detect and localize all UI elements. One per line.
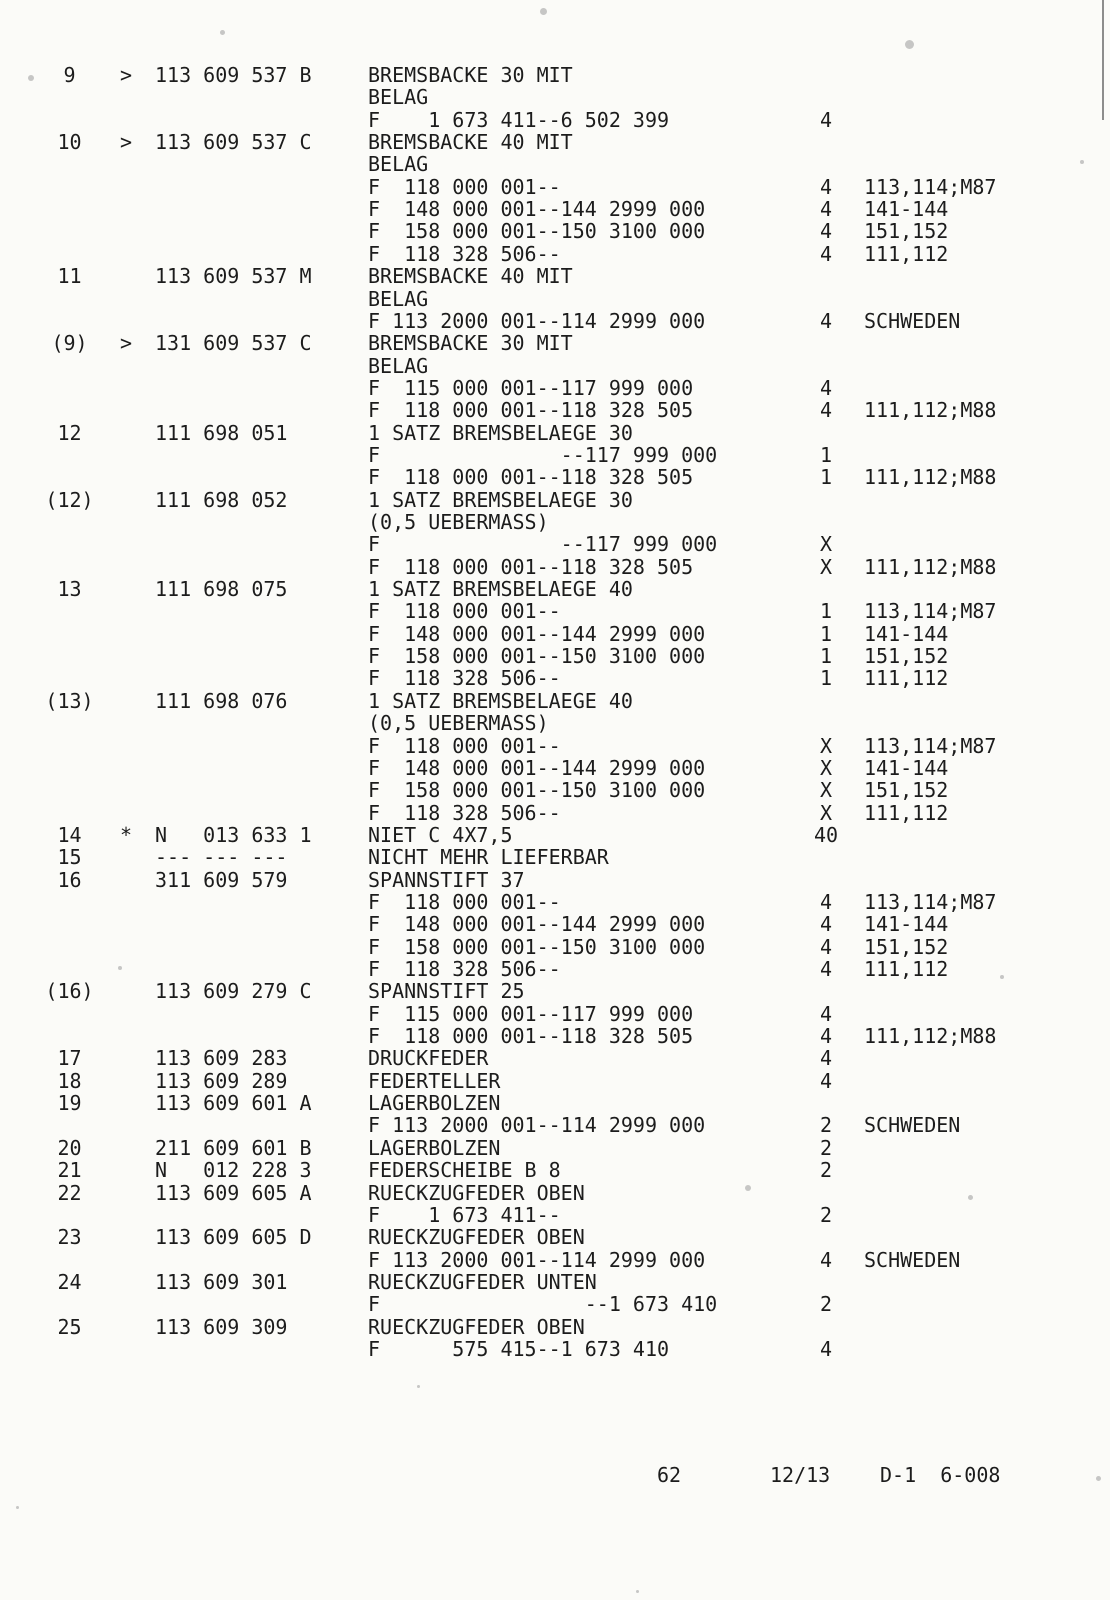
table-row xyxy=(0,310,1110,333)
description: F 118 000 001-- xyxy=(368,889,561,914)
quantity: 1 xyxy=(819,599,833,624)
page-number: 62 xyxy=(657,1463,682,1487)
table-row xyxy=(0,109,1110,132)
part-number: 113 609 537 M xyxy=(155,264,312,289)
description: NICHT MEHR LIEFERBAR xyxy=(368,845,609,870)
description: BREMSBACKE 40 MIT xyxy=(368,130,573,155)
description: (0,5 UEBERMASS) xyxy=(368,711,549,736)
table-row xyxy=(0,220,1110,243)
description: BELAG xyxy=(368,85,429,110)
description: F --117 999 000 xyxy=(368,442,718,467)
description: F 148 000 001--144 2999 000 xyxy=(368,621,706,646)
part-number: 311 609 579 xyxy=(155,867,288,892)
remark: 111,112 xyxy=(864,957,949,981)
description: F 118 000 001-- xyxy=(368,733,561,758)
item-number: (9) xyxy=(51,331,88,356)
description: F 113 2000 001--114 2999 000 xyxy=(368,1113,706,1138)
quantity: 1 xyxy=(819,465,833,490)
item-number: 21 xyxy=(57,1158,82,1183)
table-row xyxy=(0,556,1110,579)
description: SPANNSTIFT 25 xyxy=(368,979,525,1004)
description: 1 SATZ BREMSBELAEGE 40 xyxy=(368,688,633,713)
description: BREMSBACKE 30 MIT xyxy=(368,63,573,87)
table-row xyxy=(0,958,1110,981)
table-row xyxy=(0,824,1110,847)
remark: 113,114;M87 xyxy=(864,174,997,199)
quantity: 2 xyxy=(819,1113,833,1138)
table-row xyxy=(0,578,1110,601)
description: F 158 000 001--150 3100 000 xyxy=(368,219,706,244)
remark: 113,114;M87 xyxy=(864,889,997,914)
quantity: 4 xyxy=(819,934,833,959)
part-number: 113 609 537 B xyxy=(155,63,312,87)
part-number: --- --- --- xyxy=(155,845,288,870)
description: RUECKZUGFEDER OBEN xyxy=(368,1180,585,1205)
item-number: (13) xyxy=(45,688,94,713)
quantity: 4 xyxy=(819,1247,833,1272)
table-row xyxy=(0,332,1110,355)
description: F 118 000 001-- xyxy=(368,599,561,624)
description: F 148 000 001--144 2999 000 xyxy=(368,912,706,937)
table-row xyxy=(0,779,1110,802)
document-code: D-1 6-008 xyxy=(880,1463,1001,1487)
quantity: 40 xyxy=(813,822,839,847)
table-row xyxy=(0,913,1110,936)
scan-edge xyxy=(1102,0,1104,120)
table-row xyxy=(0,735,1110,758)
item-number: 19 xyxy=(57,1091,82,1116)
quantity: 1 xyxy=(819,666,833,691)
table-row xyxy=(0,891,1110,914)
item-number: 10 xyxy=(57,130,82,155)
scan-speck xyxy=(118,966,122,970)
part-number: 113 609 283 xyxy=(155,1046,288,1071)
item-number: 11 xyxy=(57,264,82,289)
table-row xyxy=(0,422,1110,445)
item-number: 18 xyxy=(57,1068,82,1093)
description: F 118 328 506-- xyxy=(368,666,561,691)
remark: 111,112;M88 xyxy=(864,554,997,579)
description: F 118 000 001--118 328 505 xyxy=(368,1024,694,1049)
description: BELAG xyxy=(368,152,429,177)
table-row xyxy=(0,444,1110,467)
remark: 151,152 xyxy=(864,778,949,803)
description: F 118 000 001--118 328 505 xyxy=(368,554,694,579)
description: BELAG xyxy=(368,353,429,378)
description: F 158 000 001--150 3100 000 xyxy=(368,778,706,803)
table-row xyxy=(0,131,1110,154)
description: F 148 000 001--144 2999 000 xyxy=(368,755,706,780)
description: BELAG xyxy=(368,286,429,311)
row-marker: * xyxy=(120,822,133,847)
item-number: 20 xyxy=(57,1135,82,1160)
item-number: 13 xyxy=(57,577,82,602)
item-number: 25 xyxy=(57,1314,82,1339)
quantity: 2 xyxy=(819,1135,833,1160)
description: RUECKZUGFEDER UNTEN xyxy=(368,1269,597,1294)
quantity: 4 xyxy=(819,174,833,199)
quantity: X xyxy=(819,755,833,780)
table-row xyxy=(0,288,1110,311)
remark: 111,112 xyxy=(864,666,949,691)
item-number: 12 xyxy=(57,420,82,445)
item-number: (12) xyxy=(45,487,94,512)
remark: 111,112 xyxy=(864,241,949,266)
table-row xyxy=(0,243,1110,266)
table-row xyxy=(0,377,1110,400)
description: F 115 000 001--117 999 000 xyxy=(368,375,694,400)
remark: 113,114;M87 xyxy=(864,733,997,758)
part-number: N 012 228 3 xyxy=(155,1158,312,1183)
quantity: 4 xyxy=(819,398,833,423)
description: SPANNSTIFT 37 xyxy=(368,867,525,892)
remark: 113,114;M87 xyxy=(864,599,997,624)
description: 1 SATZ BREMSBELAEGE 30 xyxy=(368,487,633,512)
quantity: 4 xyxy=(819,957,833,981)
scan-speck xyxy=(417,1385,420,1388)
table-row xyxy=(0,1025,1110,1048)
quantity: 4 xyxy=(819,219,833,244)
table-row xyxy=(0,980,1110,1003)
remark: 141-144 xyxy=(864,755,949,780)
part-number: 111 698 075 xyxy=(155,577,288,602)
description: F 158 000 001--150 3100 000 xyxy=(368,934,706,959)
remark: 111,112;M88 xyxy=(864,398,997,423)
quantity: 4 xyxy=(819,197,833,222)
table-row xyxy=(0,86,1110,109)
table-row xyxy=(0,1249,1110,1272)
table-row xyxy=(0,802,1110,825)
part-number: 113 609 301 xyxy=(155,1269,288,1294)
part-number: 111 698 051 xyxy=(155,420,288,445)
scan-speck xyxy=(220,30,225,35)
part-number: 111 698 052 xyxy=(155,487,288,512)
quantity: 2 xyxy=(819,1158,833,1183)
part-number: 113 609 537 C xyxy=(155,130,312,155)
table-row xyxy=(0,399,1110,422)
description: DRUCKFEDER xyxy=(368,1046,489,1071)
table-row xyxy=(0,265,1110,288)
item-number: 22 xyxy=(57,1180,82,1205)
quantity: 1 xyxy=(819,621,833,646)
description: LAGERBOLZEN xyxy=(368,1135,501,1160)
description: FEDERSCHEIBE B 8 xyxy=(368,1158,561,1183)
quantity: X xyxy=(819,532,833,557)
remark: 151,152 xyxy=(864,219,949,244)
table-row xyxy=(0,1293,1110,1316)
scan-speck xyxy=(636,1590,639,1593)
table-row xyxy=(0,623,1110,646)
remark: 111,112;M88 xyxy=(864,465,997,490)
table-row xyxy=(0,153,1110,176)
table-row xyxy=(0,1003,1110,1026)
table-row xyxy=(0,1047,1110,1070)
description: F 115 000 001--117 999 000 xyxy=(368,1001,694,1026)
remark: 141-144 xyxy=(864,621,949,646)
description: 1 SATZ BREMSBELAEGE 40 xyxy=(368,577,633,602)
table-row xyxy=(0,645,1110,668)
description: F 158 000 001--150 3100 000 xyxy=(368,644,706,669)
part-number: 113 609 309 xyxy=(155,1314,288,1339)
quantity: 4 xyxy=(819,107,833,132)
row-marker: > xyxy=(120,130,133,155)
description: RUECKZUGFEDER OBEN xyxy=(368,1314,585,1339)
table-row xyxy=(0,466,1110,489)
table-row xyxy=(0,1092,1110,1115)
quantity: 4 xyxy=(819,308,833,333)
table-row xyxy=(0,1271,1110,1294)
part-number: N 013 633 1 xyxy=(155,822,312,847)
item-number: 9 xyxy=(63,63,76,87)
description: F 1 673 411--6 502 399 xyxy=(368,107,670,132)
quantity: 4 xyxy=(819,912,833,937)
scan-speck xyxy=(1080,160,1084,164)
part-number: 113 609 289 xyxy=(155,1068,288,1093)
part-number: 113 609 605 D xyxy=(155,1225,312,1250)
table-row xyxy=(0,869,1110,892)
quantity: 4 xyxy=(819,1046,833,1071)
quantity: 4 xyxy=(819,1024,833,1049)
quantity: 4 xyxy=(819,241,833,266)
description: F 118 328 506-- xyxy=(368,957,561,981)
description: RUECKZUGFEDER OBEN xyxy=(368,1225,585,1250)
remark: 151,152 xyxy=(864,644,949,669)
description: FEDERTELLER xyxy=(368,1068,501,1093)
table-row xyxy=(0,600,1110,623)
quantity: 1 xyxy=(819,442,833,467)
part-number: 113 609 605 A xyxy=(155,1180,312,1205)
scan-speck xyxy=(1000,975,1004,979)
quantity: 4 xyxy=(819,1068,833,1093)
quantity: 1 xyxy=(819,644,833,669)
item-number: 16 xyxy=(57,867,82,892)
remark: 111,112;M88 xyxy=(864,1024,997,1049)
table-row xyxy=(0,1338,1110,1361)
item-number: 15 xyxy=(57,845,82,870)
table-row xyxy=(0,176,1110,199)
quantity: X xyxy=(819,554,833,579)
description: BREMSBACKE 40 MIT xyxy=(368,264,573,289)
description: F --117 999 000 xyxy=(368,532,718,557)
description: F 118 328 506-- xyxy=(368,800,561,825)
row-marker: > xyxy=(120,331,133,356)
row-marker: > xyxy=(120,63,133,87)
quantity: X xyxy=(819,778,833,803)
table-row xyxy=(0,1137,1110,1160)
quantity: 2 xyxy=(819,1202,833,1227)
description: LAGERBOLZEN xyxy=(368,1091,501,1116)
remark: SCHWEDEN xyxy=(864,308,961,333)
table-row xyxy=(0,1316,1110,1339)
description: F 113 2000 001--114 2999 000 xyxy=(368,308,706,333)
page-footer xyxy=(0,1463,1110,1489)
description: F 1 673 411-- xyxy=(368,1202,561,1227)
table-row xyxy=(0,1159,1110,1182)
description: NIET C 4X7,5 xyxy=(368,822,513,847)
table-row xyxy=(0,667,1110,690)
part-number: 211 609 601 B xyxy=(155,1135,312,1160)
description: BREMSBACKE 30 MIT xyxy=(368,331,573,356)
item-number: (16) xyxy=(45,979,94,1004)
description: F 575 415--1 673 410 xyxy=(368,1336,670,1361)
part-number: 131 609 537 C xyxy=(155,331,312,356)
table-row xyxy=(0,846,1110,869)
table-row xyxy=(0,64,1110,87)
item-number: 24 xyxy=(57,1269,82,1294)
part-number: 113 609 279 C xyxy=(155,979,312,1004)
description: F 148 000 001--144 2999 000 xyxy=(368,197,706,222)
table-row xyxy=(0,355,1110,378)
quantity: 4 xyxy=(819,889,833,914)
description: F 118 000 001--118 328 505 xyxy=(368,465,694,490)
remark: 111,112 xyxy=(864,800,949,825)
table-row xyxy=(0,198,1110,221)
description: (0,5 UEBERMASS) xyxy=(368,510,549,534)
description: F 118 000 001-- xyxy=(368,174,561,199)
quantity: 4 xyxy=(819,375,833,400)
item-number: 17 xyxy=(57,1046,82,1071)
description: F --1 673 410 xyxy=(368,1292,718,1317)
table-row xyxy=(0,936,1110,959)
quantity: 2 xyxy=(819,1292,833,1317)
quantity: 4 xyxy=(819,1001,833,1026)
remark: 141-144 xyxy=(864,912,949,937)
description: F 118 328 506-- xyxy=(368,241,561,266)
table-row xyxy=(0,757,1110,780)
quantity: 4 xyxy=(819,1336,833,1361)
table-row xyxy=(0,1114,1110,1137)
table-row xyxy=(0,489,1110,512)
quantity: X xyxy=(819,800,833,825)
description: 1 SATZ BREMSBELAEGE 30 xyxy=(368,420,633,445)
table-row xyxy=(0,1070,1110,1093)
item-number: 23 xyxy=(57,1225,82,1250)
table-row xyxy=(0,1204,1110,1227)
part-number: 111 698 076 xyxy=(155,688,288,713)
description: F 118 000 001--118 328 505 xyxy=(368,398,694,423)
scan-speck xyxy=(905,40,914,49)
remark: SCHWEDEN xyxy=(864,1247,961,1272)
scan-speck xyxy=(745,1185,751,1191)
quantity: X xyxy=(819,733,833,758)
scan-speck xyxy=(540,8,547,15)
remark: 151,152 xyxy=(864,934,949,959)
table-row xyxy=(0,1182,1110,1205)
remark: SCHWEDEN xyxy=(864,1113,961,1138)
scan-speck xyxy=(28,75,34,81)
description: F 113 2000 001--114 2999 000 xyxy=(368,1247,706,1272)
remark: 141-144 xyxy=(864,197,949,222)
table-row xyxy=(0,712,1110,735)
part-number: 113 609 601 A xyxy=(155,1091,312,1116)
table-row xyxy=(0,511,1110,534)
item-number: 14 xyxy=(57,822,82,847)
table-row xyxy=(0,690,1110,713)
table-row xyxy=(0,1226,1110,1249)
sheet-number: 12/13 xyxy=(770,1463,831,1487)
scan-speck xyxy=(968,1195,973,1200)
table-row xyxy=(0,533,1110,556)
